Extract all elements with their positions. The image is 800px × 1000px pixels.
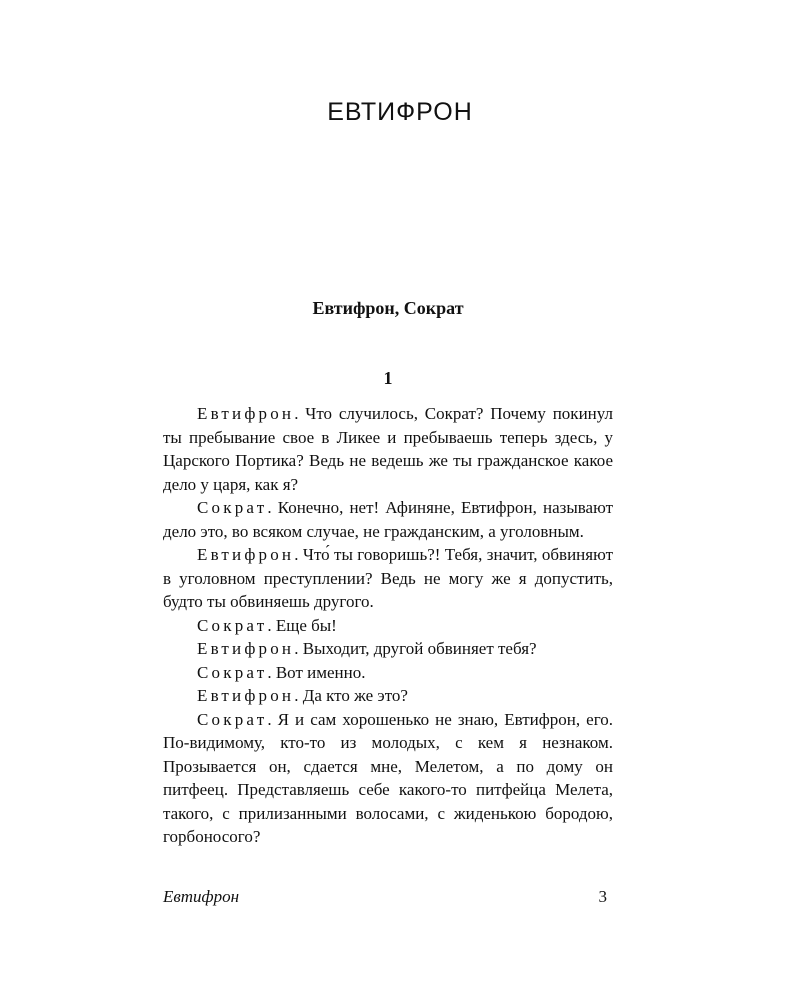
dialogue-paragraph bbox=[163, 684, 613, 708]
dialogue-paragraph bbox=[163, 661, 613, 685]
speaker-name: Сократ bbox=[197, 498, 268, 517]
dialogue-characters-heading: Евтифрон, Сократ bbox=[312, 298, 464, 318]
speaker-separator: . bbox=[294, 686, 303, 705]
speaker-separator: . bbox=[267, 709, 278, 729]
page-footer bbox=[163, 887, 607, 907]
dialogue-text: Конечно, нет! Афиняне, Евтифрон, называют дело это, во всяком случае, не гражданским, а уголовным. bbox=[163, 498, 613, 541]
speaker-name: Евтифрон bbox=[197, 686, 295, 705]
dialogue-text: Что́ ты говоришь?! Тебя, значит, обвиняют в уголовном преступлении? Ведь не могу же я допустить, будто ты обвиняешь другого. bbox=[163, 545, 613, 611]
dialogue-text: Выходит, другой обвиняет тебя? bbox=[302, 639, 537, 658]
dialogue-text: Что случилось, Сократ? Почему покинул ты пребывание свое в Ликее и пребываешь теперь здесь, у Царского Портика? Ведь не ведешь же ты гражданское какое дело у царя, как я? bbox=[163, 404, 613, 494]
speaker-name: Сократ bbox=[197, 662, 268, 682]
speaker-separator: . bbox=[294, 404, 306, 423]
speaker-separator: . bbox=[267, 662, 276, 682]
page-title: ЕВТИФРОН bbox=[327, 98, 473, 126]
dialogue-paragraph bbox=[163, 543, 613, 614]
dialogue-paragraph bbox=[163, 637, 613, 661]
section-number: 1 bbox=[383, 368, 393, 388]
running-title: Евтифрон bbox=[163, 887, 240, 906]
page-number: 3 bbox=[598, 887, 607, 906]
speaker-separator: . bbox=[267, 615, 276, 635]
dialogue-body bbox=[163, 402, 613, 849]
speaker-name: Евтифрон bbox=[197, 404, 295, 423]
dialogue-text: Да кто же это? bbox=[302, 686, 408, 705]
speaker-name: Евтифрон bbox=[197, 545, 295, 564]
dialogue-paragraph bbox=[163, 402, 613, 496]
dialogue-paragraph bbox=[163, 708, 613, 849]
speaker-separator: . bbox=[294, 545, 303, 564]
dialogue-text: Еще бы! bbox=[275, 615, 337, 635]
dialogue-text: Вот именно. bbox=[275, 662, 366, 682]
speaker-name: Сократ bbox=[197, 709, 268, 729]
dialogue-paragraph bbox=[163, 614, 613, 638]
speaker-name: Евтифрон bbox=[197, 639, 295, 658]
speaker-separator: . bbox=[294, 639, 303, 658]
speaker-name: Сократ bbox=[197, 615, 268, 635]
dialogue-text: Я и сам хорошенько не знаю, Евтифрон, его. По-видимому, кто-то из молодых, с кем я незнаком. Прозывается он, сдается мне, Мелетом, а по дому он питфеец. Представляешь себе какого-то питфейца Мелета, такого, с прилизанными волосами, с жиденькою бородою, горбоносого? bbox=[163, 709, 613, 846]
dialogue-paragraph bbox=[163, 496, 613, 543]
speaker-separator: . bbox=[267, 498, 278, 517]
